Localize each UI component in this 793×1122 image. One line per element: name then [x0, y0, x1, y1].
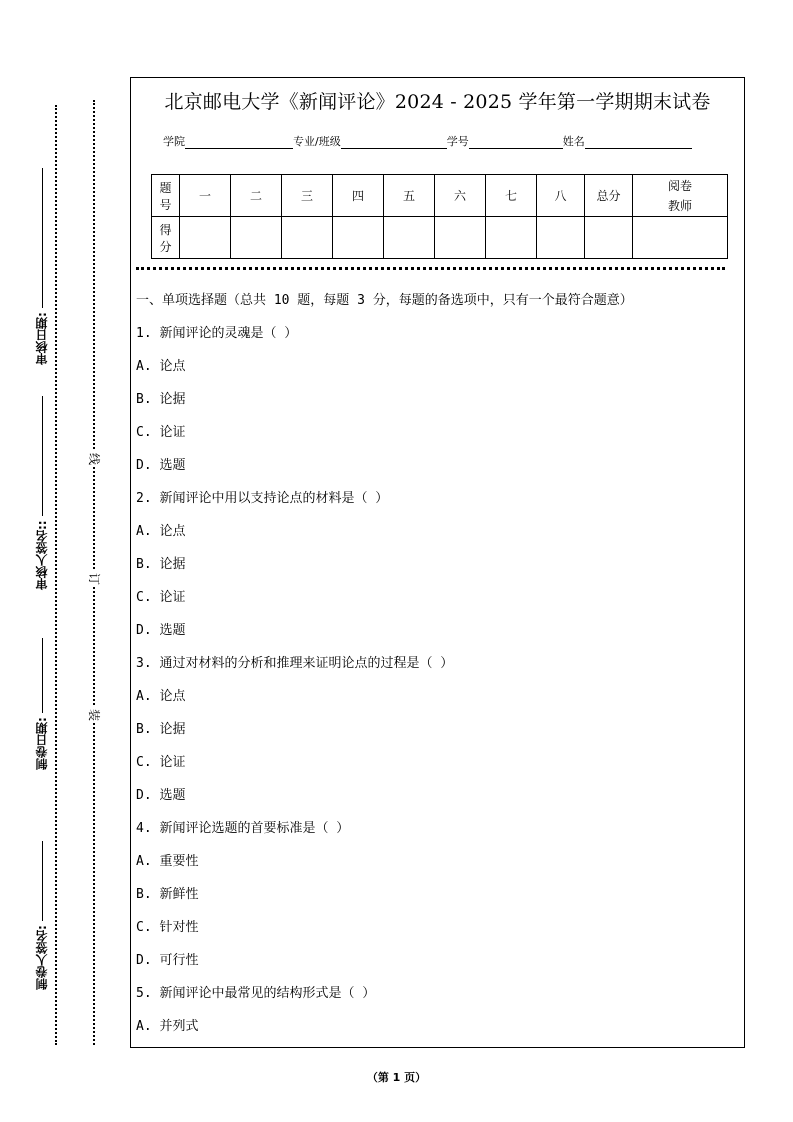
reviewer-sign-field[interactable] — [34, 380, 50, 590]
answer-option[interactable]: A. 论点 — [136, 689, 186, 704]
question-stem: 5. 新闻评论中最常见的结构形式是（ ） — [136, 986, 376, 1001]
student-id-label: 学号 — [446, 135, 469, 148]
major-class-field[interactable] — [341, 136, 447, 149]
question-list — [136, 323, 736, 1049]
row-header-question-number: 题 号 — [152, 175, 180, 217]
review-date-line[interactable] — [41, 168, 43, 308]
student-id-field[interactable] — [469, 136, 563, 149]
answer-option[interactable]: A. 论点 — [136, 524, 186, 539]
name-field[interactable] — [585, 136, 692, 149]
college-label: 学院 — [163, 135, 185, 148]
exam-content — [136, 290, 736, 1049]
answer-option[interactable]: B. 新鲜性 — [136, 887, 199, 902]
total-score-cell[interactable] — [585, 217, 633, 259]
make-date-field[interactable] — [34, 625, 50, 770]
col-header-6: 六 — [435, 175, 486, 217]
score-row — [152, 217, 728, 259]
reviewer-sign-line[interactable] — [41, 396, 43, 516]
answer-option[interactable]: C. 论证 — [136, 755, 186, 770]
col-header-5: 五 — [384, 175, 435, 217]
college-field[interactable] — [185, 136, 293, 149]
score-cell[interactable] — [486, 217, 537, 259]
score-cell[interactable] — [333, 217, 384, 259]
score-table — [151, 174, 728, 259]
page-footer: （第 1 页） — [366, 1071, 427, 1084]
name-label: 姓名 — [562, 135, 585, 148]
score-cell[interactable] — [180, 217, 231, 259]
section-1-heading: 一、单项选择题（总共 10 题，每题 3 分，每题的备选项中，只有一个最符合题意） — [136, 293, 633, 308]
col-header-4: 四 — [333, 175, 384, 217]
review-date-field[interactable] — [34, 155, 50, 365]
binding-mark-line: 线 — [87, 452, 101, 465]
answer-option[interactable]: B. 论据 — [136, 557, 186, 572]
answer-option[interactable]: A. 论点 — [136, 359, 186, 374]
score-cell[interactable] — [231, 217, 282, 259]
col-header-grader: 阅卷 教师 — [633, 175, 728, 217]
question-number-row — [152, 175, 728, 217]
question-stem: 3. 通过对材料的分析和推理来证明论点的过程是（ ） — [136, 656, 454, 671]
answer-option[interactable]: D. 选题 — [136, 458, 186, 473]
answer-option[interactable]: D. 可行性 — [136, 953, 199, 968]
maker-sign-line[interactable] — [41, 841, 43, 921]
maker-sign-field[interactable] — [34, 830, 50, 990]
answer-option[interactable]: D. 选题 — [136, 788, 186, 803]
outer-dotted-line — [55, 105, 57, 1045]
student-info-row — [163, 133, 692, 149]
score-cell[interactable] — [282, 217, 333, 259]
answer-option[interactable]: B. 论据 — [136, 722, 186, 737]
answer-option[interactable]: C. 论证 — [136, 425, 186, 440]
answer-option[interactable]: A. 重要性 — [136, 854, 199, 869]
grader-cell[interactable] — [633, 217, 728, 259]
answer-option[interactable]: D. 选题 — [136, 623, 186, 638]
score-cell[interactable] — [384, 217, 435, 259]
answer-option[interactable]: B. 论据 — [136, 392, 186, 407]
question-stem: 2. 新闻评论中用以支持论点的材料是（ ） — [136, 491, 389, 506]
exam-title: 北京邮电大学《新闻评论》2024 - 2025 学年第一学期期末试卷 — [164, 91, 711, 113]
header-separator — [136, 267, 725, 270]
col-header-1: 一 — [180, 175, 231, 217]
row-header-score: 得 分 — [152, 217, 180, 259]
reviewer-sign-label: 审核人签名:: — [35, 520, 49, 590]
col-header-8: 八 — [537, 175, 585, 217]
major-label: 专业/班级 — [293, 135, 341, 148]
score-cell[interactable] — [435, 217, 486, 259]
make-date-label: 制卷日期: — [35, 717, 49, 770]
answer-option[interactable]: A. 并列式 — [136, 1019, 199, 1034]
col-header-3: 三 — [282, 175, 333, 217]
binding-mark-bind: 装 — [87, 708, 101, 721]
col-header-total: 总分 — [585, 175, 633, 217]
binding-mark-staple: 订 — [87, 572, 101, 585]
review-date-label: 审核日期: — [35, 312, 49, 365]
col-header-2: 二 — [231, 175, 282, 217]
answer-option[interactable]: C. 论证 — [136, 590, 186, 605]
question-stem: 4. 新闻评论选题的首要标准是（ ） — [136, 821, 350, 836]
answer-option[interactable]: C. 针对性 — [136, 920, 199, 935]
maker-sign-label: 制卷人签名: — [35, 925, 49, 990]
score-cell[interactable] — [537, 217, 585, 259]
make-date-line[interactable] — [41, 638, 43, 713]
question-stem: 1. 新闻评论的灵魂是（ ） — [136, 326, 298, 341]
col-header-7: 七 — [486, 175, 537, 217]
